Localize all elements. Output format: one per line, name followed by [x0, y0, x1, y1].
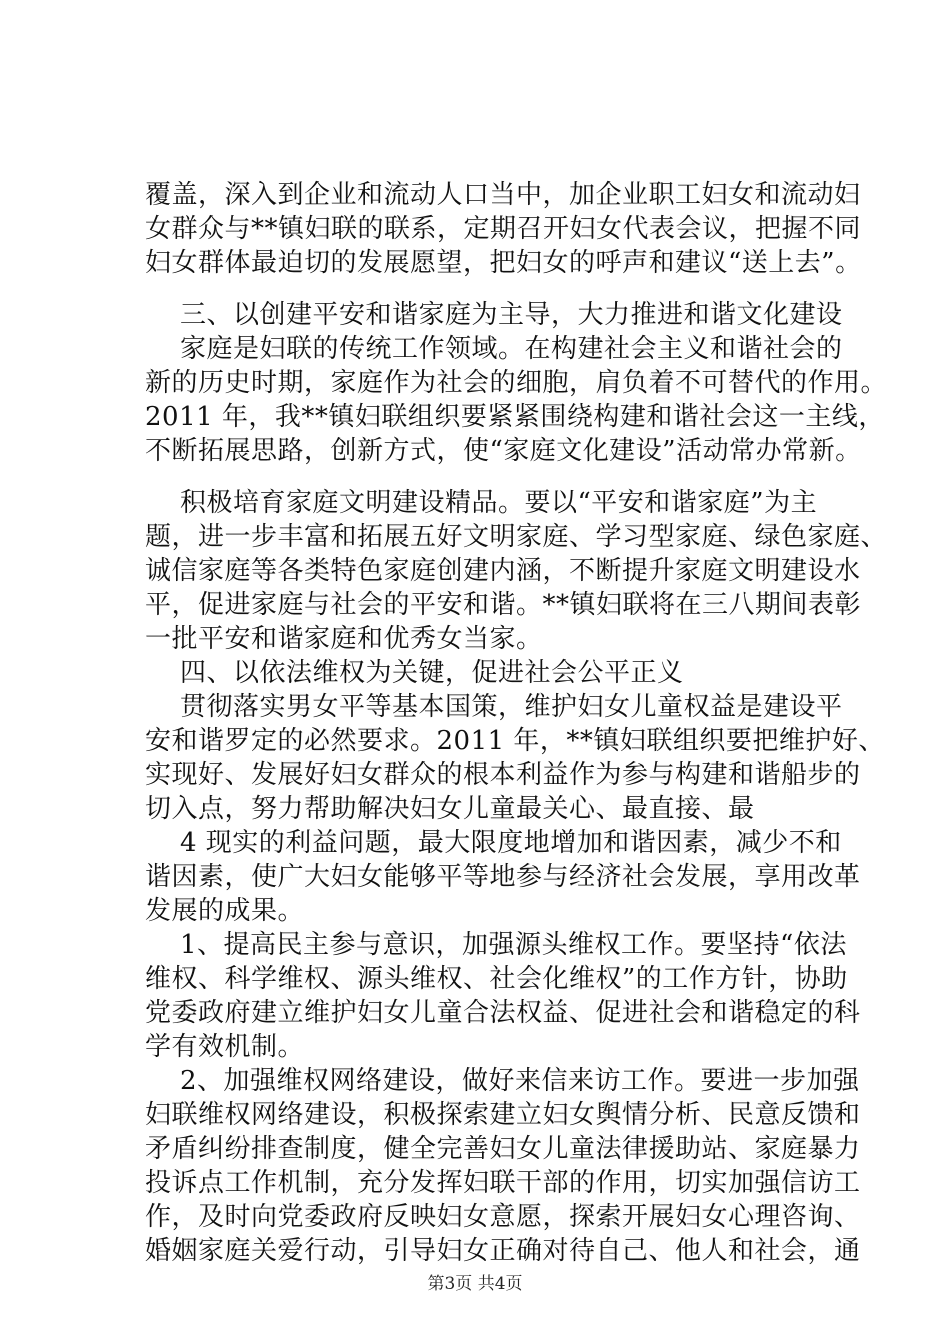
- text-line: 2、加强维权网络建设，做好来信来访工作。要进一步加强: [180, 1066, 860, 1096]
- text-line: 作，及时向党委政府反映妇女意愿，探索开展妇女心理咨询、: [145, 1202, 861, 1232]
- text-line: 平，促进家庭与社会的平安和谐。**镇妇联将在三八期间表彰: [145, 590, 862, 620]
- text-line: 家庭是妇联的传统工作领域。在构建社会主义和谐社会的: [180, 334, 843, 364]
- text-line: 2011 年，我**镇妇联组织要紧紧围绕构建和谐社会这一主线，: [145, 402, 885, 432]
- text-line: 妇联维权网络建设，积极探索建立妇女舆情分析、民意反馈和: [145, 1100, 861, 1130]
- page-number: 第3页 共4页: [427, 1274, 523, 1294]
- text-line: 不断拓展思路，创新方式，使“家庭文化建设”活动常办常新。: [145, 436, 862, 466]
- text-line: 切入点，努力帮助解决妇女儿童最关心、最直接、最: [145, 794, 755, 824]
- text-line: 诚信家庭等各类特色家庭创建内涵，不断提升家庭文明建设水: [145, 556, 861, 586]
- text-line: 新的历史时期，家庭作为社会的细胞，肩负着不可替代的作用。: [145, 368, 888, 398]
- text-line: 妇女群体最迫切的发展愿望，把妇女的呼声和建议“送上去”。: [145, 248, 862, 278]
- text-line: 发展的成果。: [145, 896, 305, 926]
- text-line: 投诉点工作机制，充分发挥妇联干部的作用，切实加强信访工: [145, 1168, 861, 1198]
- text-line: 4 现实的利益问题，最大限度地增加和谐因素，减少不和: [180, 828, 842, 858]
- text-line: 学有效机制。: [145, 1032, 305, 1062]
- text-line: 覆盖，深入到企业和流动人口当中，加企业职工妇女和流动妇: [145, 180, 861, 210]
- text-line: 维权、科学维权、源头维权、社会化维权”的工作方针，协助: [145, 964, 848, 994]
- text-line: 一批平安和谐家庭和优秀女当家。: [145, 624, 543, 654]
- text-line: 实现好、发展好妇女群众的根本利益作为参与构建和谐船步的: [145, 760, 861, 790]
- section-heading: 三、以创建平安和谐家庭为主导，大力推进和谐文化建设: [180, 300, 843, 330]
- text-line: 安和谐罗定的必然要求。2011 年，**镇妇联组织要把维护好、: [145, 726, 885, 756]
- text-line: 婚姻家庭关爱行动，引导妇女正确对待自己、他人和社会，通: [145, 1236, 861, 1266]
- text-line: 矛盾纠纷排查制度，健全完善妇女儿童法律援助站、家庭暴力: [145, 1134, 861, 1164]
- text-line: 积极培育家庭文明建设精品。要以“平安和谐家庭”为主: [180, 488, 818, 518]
- section-heading: 四、以依法维权为关键，促进社会公平正义: [180, 658, 684, 688]
- text-line: 1、提高民主参与意识，加强源头维权工作。要坚持“依法: [180, 930, 847, 960]
- text-line: 贯彻落实男女平等基本国策，维护妇女儿童权益是建设平: [180, 692, 843, 722]
- text-line: 党委政府建立维护妇女儿童合法权益、促进社会和谐稳定的科: [145, 998, 861, 1028]
- text-line: 题，进一步丰富和拓展五好文明家庭、学习型家庭、绿色家庭、: [145, 522, 888, 552]
- text-line: 女群众与**镇妇联的联系，定期召开妇女代表会议，把握不同: [145, 214, 862, 244]
- text-line: 谐因素，使广大妇女能够平等地参与经济社会发展，享用改革: [145, 862, 861, 892]
